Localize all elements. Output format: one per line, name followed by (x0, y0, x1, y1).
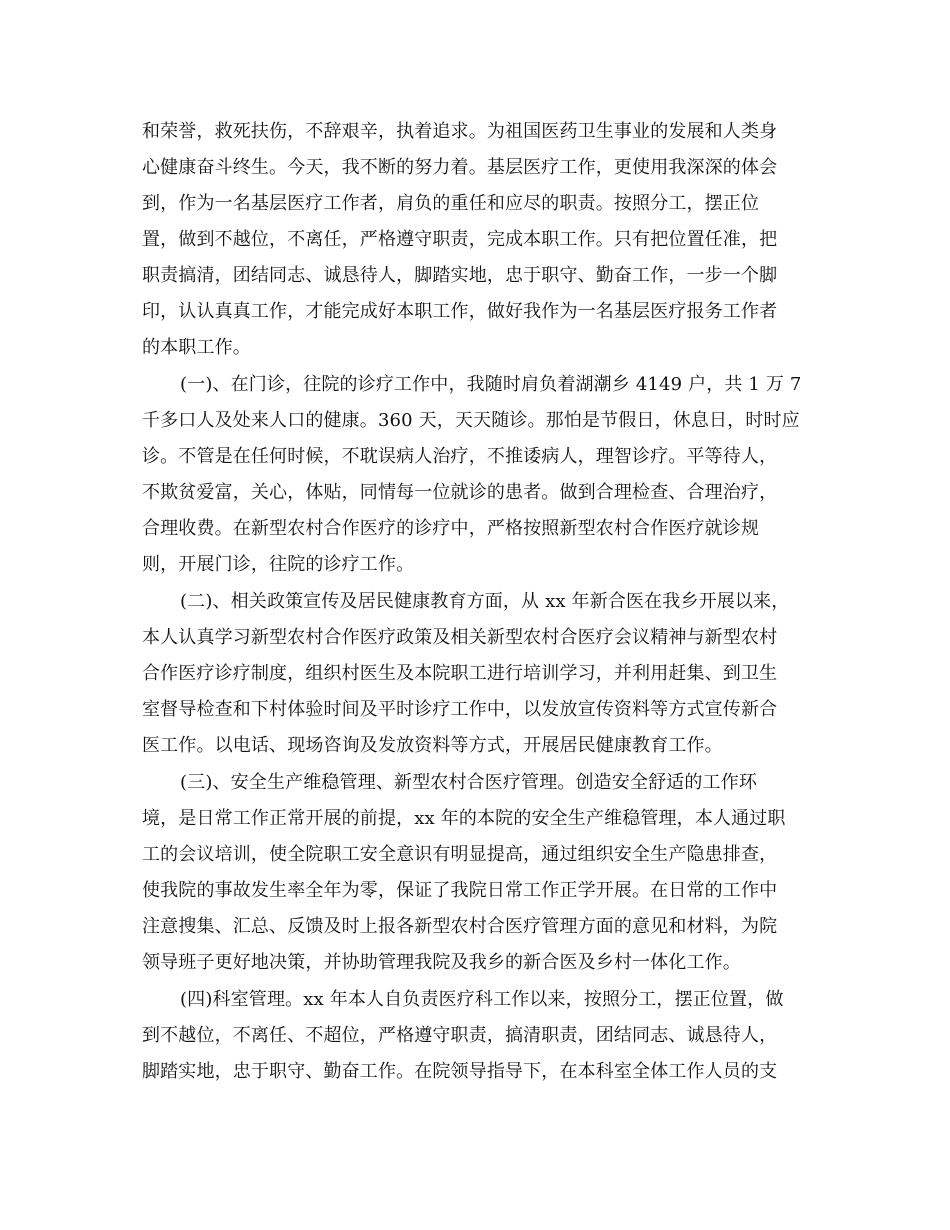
paragraph-2-line-4: 不欺贫爱富，关心，体贴，同情每一位就诊的患者。做到合理检查、合理治疗， (142, 482, 778, 503)
paragraph-1-line-6: 印，认认真真工作，才能完成好本职工作，做好我作为一名基层医疗报务工作者 (142, 301, 778, 322)
paragraph-3-line-5: 医工作。以电话、现场咨询及发放资料等方式，开展居民健康教育工作。 (142, 735, 723, 756)
paragraph-1-line-2: 心健康奋斗终生。今天，我不断的努力着。基层医疗工作，更使用我深深的体会 (142, 157, 778, 178)
paragraph-5-line-3: 脚踏实地，忠于职守、勤奋工作。在院领导指导下，在本科室全体工作人员的支 (142, 1061, 778, 1082)
paragraph-4-line-3: 工的会议培训，使全院职工安全意识有明显提高，通过组织安全生产隐患排查， (142, 844, 778, 865)
paragraph-5-line-2: 到不越位，不离任、不超位，严格遵守职责，搞清职责，团结同志、诚恳待人， (142, 1025, 778, 1046)
paragraph-4-line-2: 境，是日常工作正常开展的前提，xx 年的本院的安全生产维稳管理，本人通过职 (142, 808, 786, 829)
paragraph-3-line-2: 本人认真学习新型农村合作医疗政策及相关新型农村合医疗会议精神与新型农村 (142, 627, 778, 648)
paragraph-2-line-6: 则，开展门诊，往院的诊疗工作。 (142, 554, 415, 575)
paragraph-3-line-4: 室督导检查和下村体验时间及平时诊疗工作中，以发放宣传资料等方式宣传新合 (142, 699, 778, 720)
paragraph-1-line-3: 到，作为一名基层医疗工作者，肩负的重任和应尽的职责。按照分工，摆正位 (142, 193, 760, 214)
paragraph-2-line-1: (一)、在门诊，往院的诊疗工作中，我随时肩负着湖潮乡 4149 户，共 1 万 7 (180, 374, 802, 395)
paragraph-3-line-1: (二)、相关政策宣传及居民健康教育方面，从 xx 年新合医在我乡开展以来， (180, 591, 790, 612)
paragraph-2-line-2: 千多口人及处来人口的健康。360 天，天天随诊。那怕是节假日，休息日，时时应 (142, 410, 800, 431)
paragraph-4-line-1: (三)、安全生产维稳管理、新型农村合医疗管理。创造安全舒适的工作环 (180, 772, 757, 793)
paragraph-1-line-5: 职责搞清，团结同志、诚恳待人，脚踏实地，忠于职守、勤奋工作，一步一个脚 (142, 265, 778, 286)
paragraph-4-line-6: 领导班子更好地决策，并协助管理我院及我乡的新合医及乡村一体化工作。 (142, 952, 741, 973)
paragraph-4-line-4: 使我院的事故发生率全年为零，保证了我院日常工作正学开展。在日常的工作中 (142, 880, 778, 901)
paragraph-1-line-7: 的本职工作。 (142, 337, 251, 358)
paragraph-3-line-3: 合作医疗诊疗制度，组织村医生及本院职工进行培训学习，并利用赶集、到卫生 (142, 663, 778, 684)
paragraph-5-line-1: (四)科室管理。xx 年本人自负责医疗科工作以来，按照分工，摆正位置，做 (180, 989, 784, 1010)
paragraph-1-line-4: 置，做到不越位，不离任，严格遵守职责，完成本职工作。只有把位置任准，把 (142, 229, 778, 250)
paragraph-4-line-5: 注意搜集、汇总、反馈及时上报各新型农村合医疗管理方面的意见和材料，为院 (142, 916, 778, 937)
paragraph-2-line-3: 诊。不管是在任何时候，不耽误病人治疗，不推诿病人，理智诊疗。平等待人， (142, 446, 778, 467)
paragraph-2-line-5: 合理收费。在新型农村合作医疗的诊疗中，严格按照新型农村合作医疗就诊规 (142, 518, 760, 539)
paragraph-1-line-1: 和荣誉，救死扶伤，不辞艰辛，执着追求。为祖国医药卫生事业的发展和人类身 (142, 121, 778, 142)
